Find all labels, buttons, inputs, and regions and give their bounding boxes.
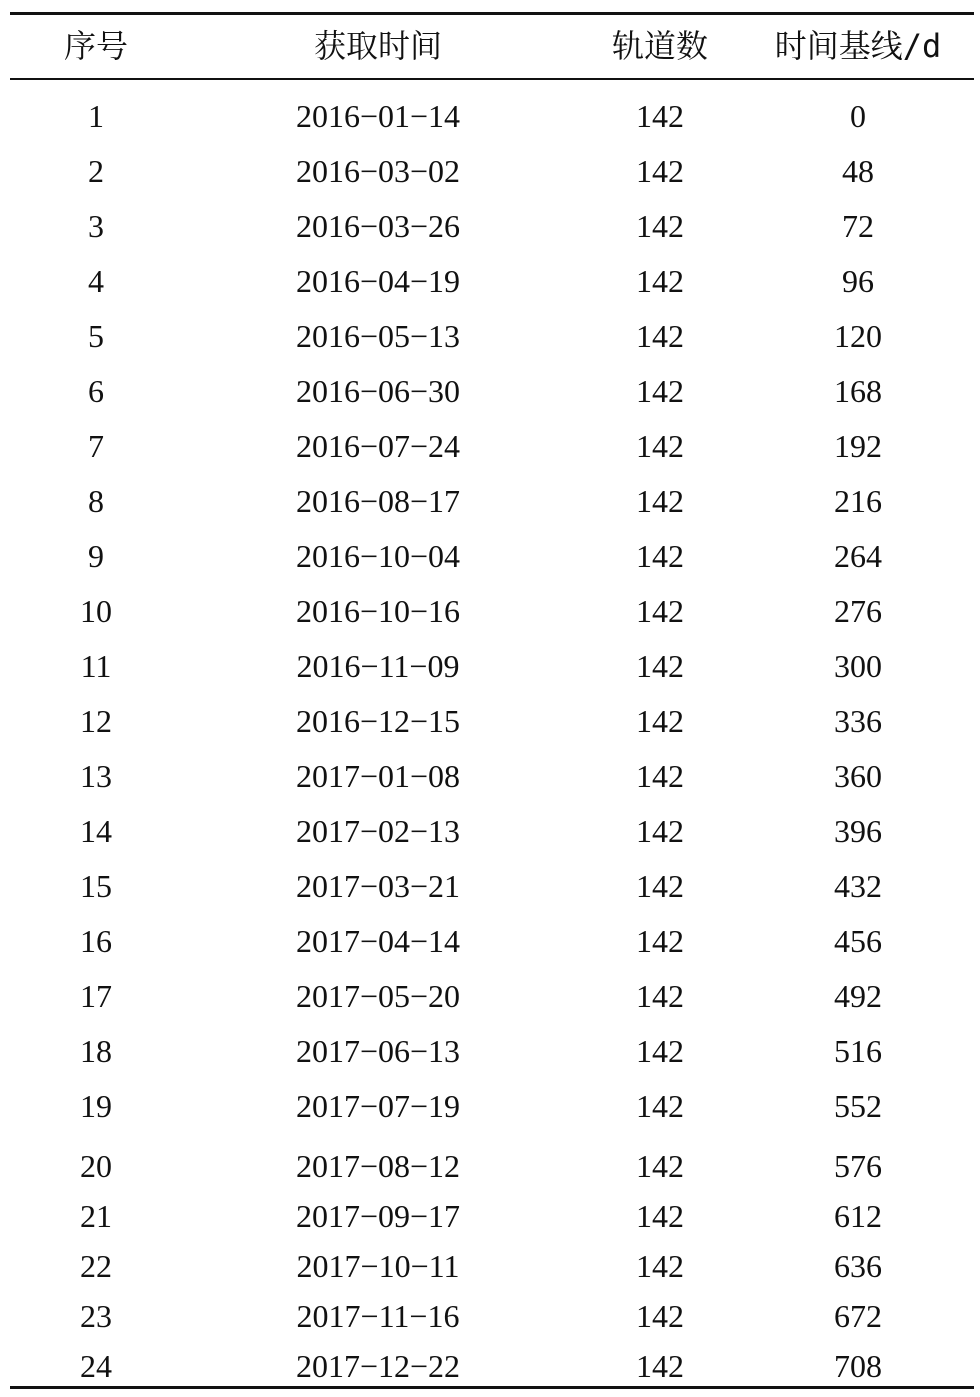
cell-acquisition-date: 2016−10−16 [295,593,461,629]
cell-time-baseline: 360 [834,758,882,794]
cell-acquisition-date: 2017−06−13 [295,1033,461,1069]
cell-index: 5 [88,318,104,354]
table-header-rule [10,78,974,80]
cell-index: 16 [80,923,112,959]
cell-acquisition-date: 2016−08−17 [295,483,461,519]
cell-index: 15 [80,868,112,904]
cell-acquisition-date: 2016−10−04 [295,538,461,574]
cell-time-baseline: 396 [834,813,882,849]
cell-index: 14 [80,813,112,849]
cell-acquisition-date: 2016−04−19 [295,263,461,299]
cell-index: 17 [80,978,112,1014]
header-time-baseline-unit: /d [902,27,942,65]
cell-acquisition-date: 2017−11−16 [296,1298,460,1334]
cell-orbit-number: 142 [636,1088,684,1124]
cell-orbit-number: 142 [636,428,684,464]
cell-time-baseline: 96 [842,263,874,299]
cell-time-baseline: 456 [834,923,882,959]
cell-time-baseline: 72 [842,208,874,244]
cell-acquisition-date: 2016−01−14 [295,98,461,134]
cell-orbit-number: 142 [636,868,684,904]
cell-acquisition-date: 2017−01−08 [295,758,461,794]
cell-time-baseline: 492 [834,978,882,1014]
cell-time-baseline: 300 [834,648,882,684]
cell-time-baseline: 672 [834,1298,882,1334]
cell-index: 22 [80,1248,112,1284]
cell-orbit-number: 142 [636,923,684,959]
cell-acquisition-date: 2016−11−09 [296,648,460,684]
cell-orbit-number: 142 [636,153,684,189]
cell-index: 20 [80,1148,112,1184]
cell-orbit-number: 142 [636,318,684,354]
cell-time-baseline: 432 [834,868,882,904]
cell-index: 8 [88,483,104,519]
cell-acquisition-date: 2017−07−19 [295,1088,461,1124]
cell-time-baseline: 48 [842,153,874,189]
cell-time-baseline: 576 [834,1148,882,1184]
cell-acquisition-date: 2017−12−22 [295,1348,461,1384]
cell-time-baseline: 276 [834,593,882,629]
cell-acquisition-date: 2016−07−24 [295,428,461,464]
cell-index: 19 [80,1088,112,1124]
cell-index: 23 [80,1298,112,1334]
cell-orbit-number: 142 [636,483,684,519]
cell-acquisition-date: 2016−03−02 [295,153,461,189]
cell-time-baseline: 336 [834,703,882,739]
cell-index: 7 [88,428,104,464]
table-top-rule [10,12,974,15]
cell-time-baseline: 0 [850,98,866,134]
header-time-baseline-label: 时间基线 [774,27,903,65]
cell-acquisition-date: 2017−04−14 [295,923,461,959]
cell-index: 11 [80,648,112,684]
cell-orbit-number: 142 [636,373,684,409]
cell-orbit-number: 142 [636,1248,684,1284]
cell-index: 12 [80,703,112,739]
cell-index: 4 [88,263,104,299]
cell-orbit-number: 142 [636,813,684,849]
cell-acquisition-date: 2017−09−17 [295,1198,461,1234]
cell-orbit-number: 142 [636,978,684,1014]
cell-orbit-number: 142 [636,1298,684,1334]
cell-index: 2 [88,153,104,189]
cell-orbit-number: 142 [636,593,684,629]
cell-time-baseline: 516 [834,1033,882,1069]
cell-orbit-number: 142 [636,648,684,684]
cell-acquisition-date: 2017−02−13 [295,813,461,849]
cell-time-baseline: 168 [834,373,882,409]
cell-index: 9 [88,538,104,574]
cell-acquisition-date: 2017−10−11 [296,1248,460,1284]
cell-acquisition-date: 2016−05−13 [295,318,461,354]
header-acquisition-time: 获取时间 [313,27,443,65]
cell-time-baseline: 612 [834,1198,882,1234]
cell-acquisition-date: 2017−08−12 [295,1148,461,1184]
cell-acquisition-date: 2016−12−15 [295,703,461,739]
cell-orbit-number: 142 [636,208,684,244]
cell-orbit-number: 142 [636,1148,684,1184]
cell-acquisition-date: 2016−06−30 [295,373,461,409]
cell-time-baseline: 120 [834,318,882,354]
cell-index: 21 [80,1198,112,1234]
cell-time-baseline: 216 [834,483,882,519]
cell-index: 10 [80,593,112,629]
cell-orbit-number: 142 [636,538,684,574]
cell-time-baseline: 636 [834,1248,882,1284]
cell-index: 1 [88,98,104,134]
cell-index: 18 [80,1033,112,1069]
cell-acquisition-date: 2016−03−26 [295,208,461,244]
table-bottom-rule [10,1386,974,1389]
cell-acquisition-date: 2017−05−20 [295,978,461,1014]
cell-time-baseline: 552 [834,1088,882,1124]
cell-time-baseline: 192 [834,428,882,464]
header-time-baseline [774,27,942,65]
cell-time-baseline: 264 [834,538,882,574]
cell-orbit-number: 142 [636,1198,684,1234]
header-orbit-number: 轨道数 [611,27,709,65]
cell-orbit-number: 142 [636,758,684,794]
cell-index: 13 [80,758,112,794]
header-index: 序号 [63,27,129,65]
cell-time-baseline: 708 [834,1348,882,1384]
cell-orbit-number: 142 [636,263,684,299]
cell-index: 24 [80,1348,112,1384]
cell-acquisition-date: 2017−03−21 [295,868,461,904]
cell-orbit-number: 142 [636,703,684,739]
cell-orbit-number: 142 [636,98,684,134]
cell-orbit-number: 142 [636,1033,684,1069]
cell-orbit-number: 142 [636,1348,684,1384]
cell-index: 6 [88,373,104,409]
cell-index: 3 [88,208,104,244]
